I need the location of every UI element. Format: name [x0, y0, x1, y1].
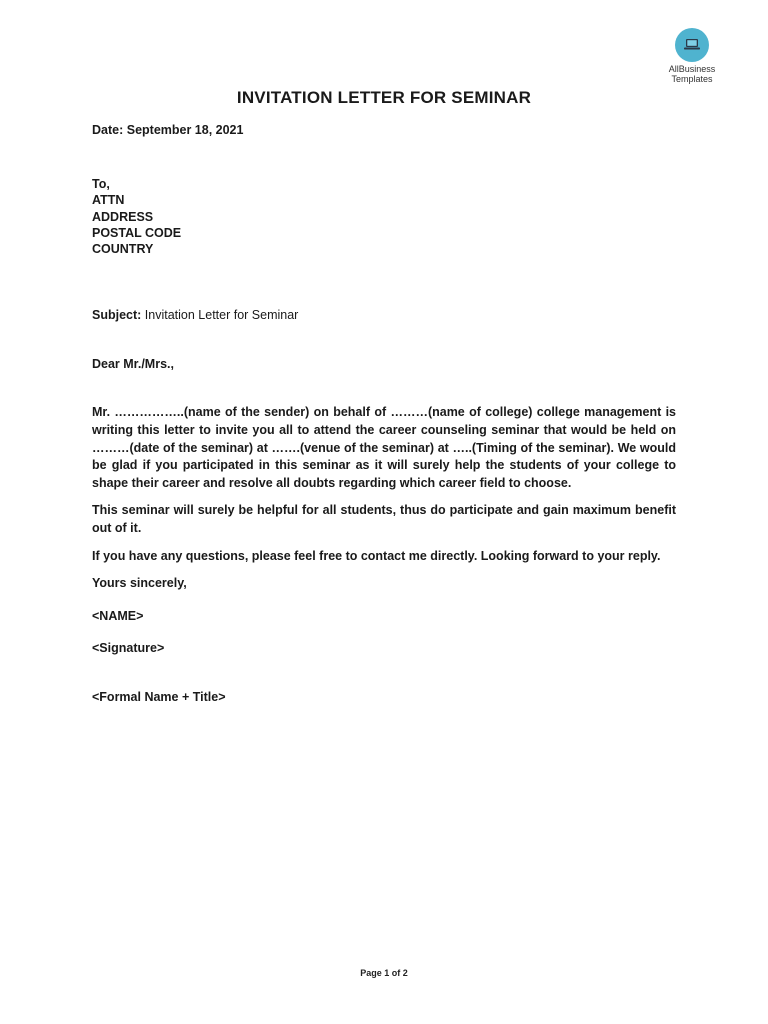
logo-badge — [675, 28, 709, 62]
address-line: POSTAL CODE — [92, 225, 182, 240]
formal-name-placeholder: <Formal Name + Title> — [92, 690, 226, 704]
logo-text — [662, 64, 722, 84]
body-paragraph-3: If you have any questions, please feel free to contact me directly. Looking forward to your reply. — [92, 549, 661, 563]
address-line: COUNTRY — [92, 242, 154, 257]
letter-date: Date: September 18, 2021 — [92, 123, 244, 137]
body-paragraph-1: Mr. ……………..(name of the sender) on behalf of ………(name of college) college management is writing this letter to invite you all to attend the career counseling seminar that would be held on ………(date of the seminar) at …….(venue of the seminar) at …..(Timing of the seminar). We would be glad if you participated in this seminar as it will surely help the students of your college to shape their career and resolve all doubts regarding which career field to choose. — [92, 405, 676, 491]
document-title: INVITATION LETTER FOR SEMINAR — [236, 88, 532, 107]
logo-line-1: AllBusiness — [668, 64, 716, 74]
salutation: Dear Mr./Mrs., — [92, 357, 174, 371]
closing: Yours sincerely, — [92, 576, 187, 590]
page-number: Page 1 of 2 — [360, 968, 408, 978]
subject-label: Subject: — [92, 308, 142, 322]
address-line: ADDRESS — [92, 209, 154, 224]
subject-line — [92, 307, 676, 323]
recipient-address — [92, 176, 676, 257]
subject-text: Invitation Letter for Seminar — [141, 308, 299, 322]
signature-placeholder: <Signature> — [92, 641, 165, 655]
address-line: ATTN — [92, 193, 125, 208]
body-paragraph-2: This seminar will surely be helpful for all students, thus do participate and gain maximum benefit out of it. — [92, 503, 676, 535]
logo-line-2: Templates — [671, 74, 713, 84]
laptop-icon — [683, 38, 701, 52]
address-line: To, — [92, 177, 110, 191]
allbusiness-logo — [662, 28, 722, 84]
name-placeholder: <NAME> — [92, 609, 144, 623]
